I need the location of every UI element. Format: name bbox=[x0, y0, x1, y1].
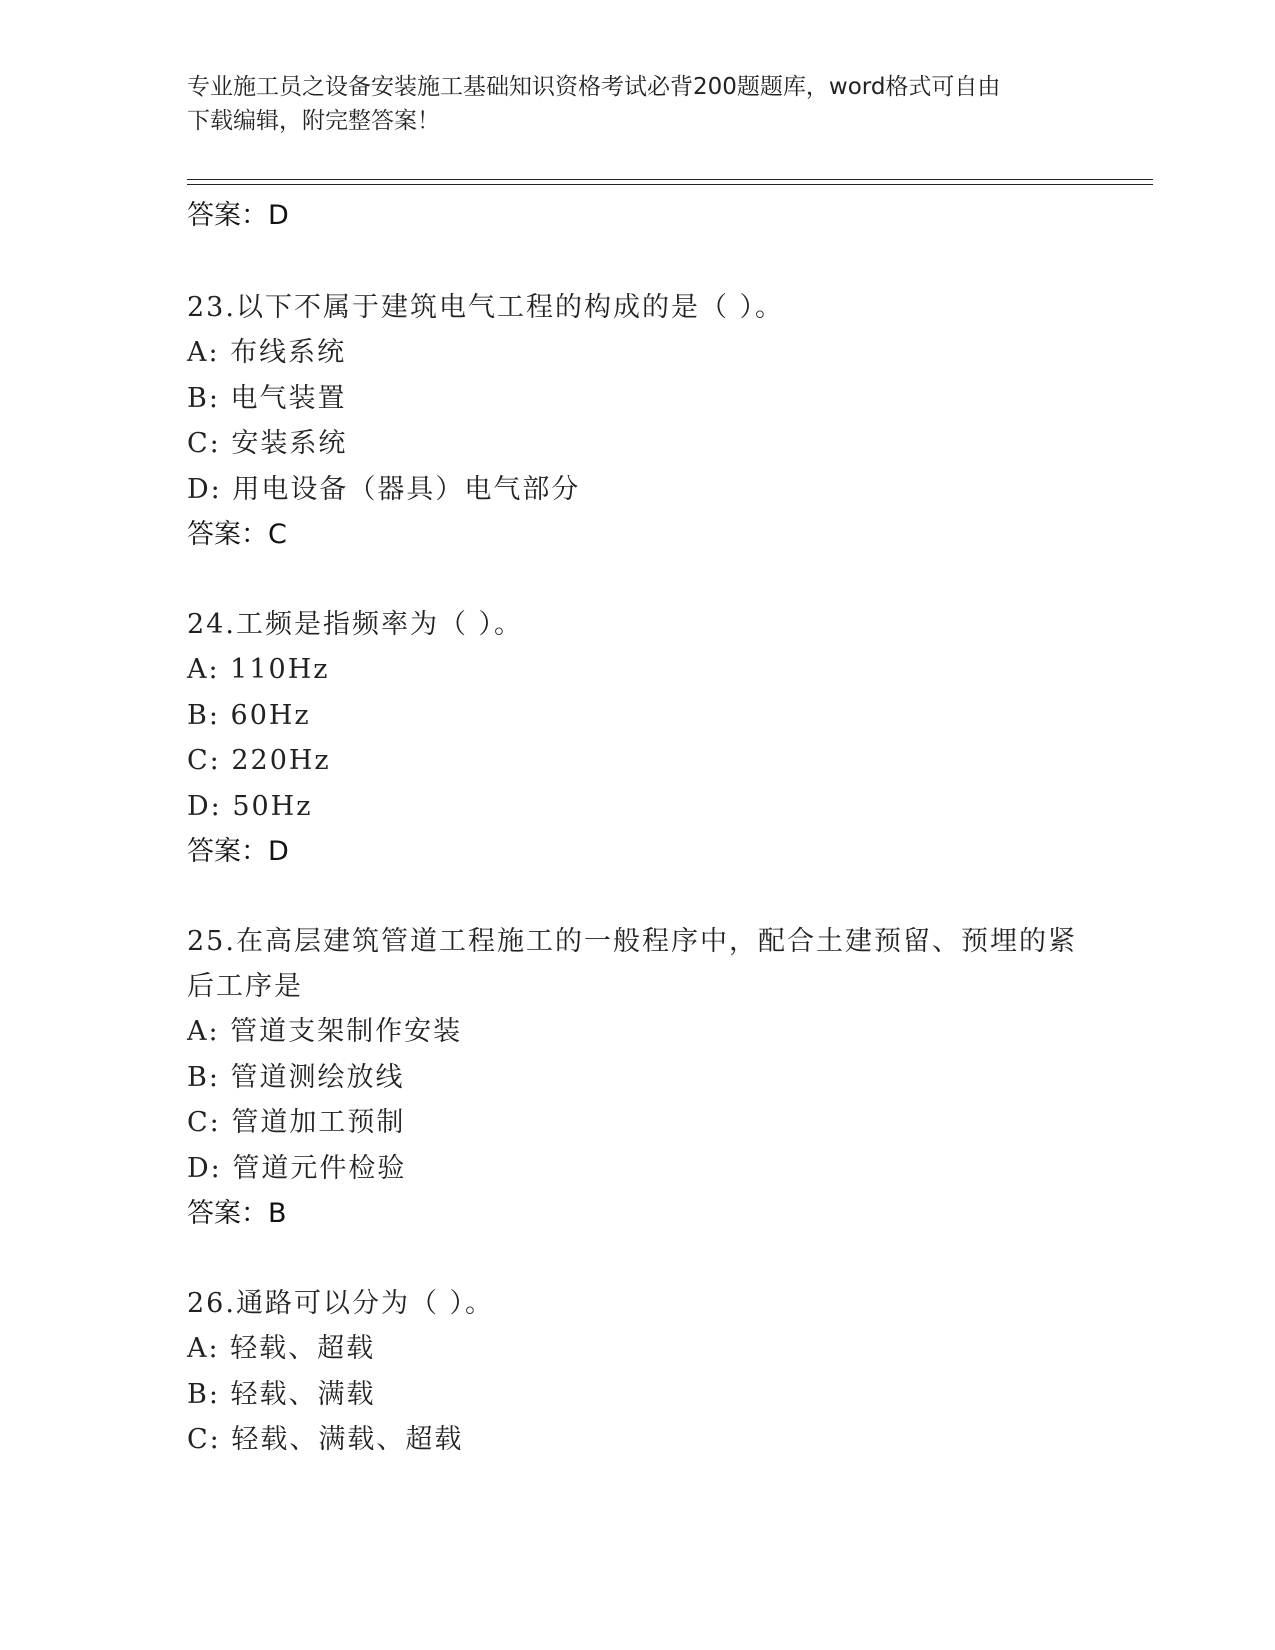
option-b: B: 轻载、满载 bbox=[187, 1378, 376, 1410]
option-a: A: 管道支架制作安装 bbox=[187, 1016, 463, 1047]
header-line-2: 下载编辑，附完整答案！ bbox=[187, 108, 440, 134]
option-d: D: 用电设备（器具）电气部分 bbox=[187, 473, 581, 505]
option-b: B: 60Hz bbox=[187, 699, 311, 731]
option-b: B: 管道测绘放线 bbox=[187, 1061, 405, 1093]
header-divider-bottom bbox=[187, 184, 1153, 185]
header-line-1: 专业施工员之设备安装施工基础知识资格考试必背200题题库，word格式可自由 bbox=[187, 74, 1001, 100]
question-text: 23.以下不属于建筑电气工程的构成的是（ ）。 bbox=[187, 292, 785, 323]
question-block-26 bbox=[187, 1281, 1153, 1463]
question-text: 26.通路可以分为（ ）。 bbox=[187, 1288, 495, 1319]
option-a: A: 布线系统 bbox=[187, 337, 347, 368]
option-c: C: 管道加工预制 bbox=[187, 1107, 406, 1138]
option-c: C: 轻载、满载、超载 bbox=[187, 1424, 464, 1455]
header-divider-top bbox=[187, 179, 1153, 180]
answer-label: 答案：B bbox=[187, 1198, 287, 1229]
option-a: A: 轻载、超载 bbox=[187, 1333, 376, 1364]
question-block-23 bbox=[187, 285, 1153, 557]
question-block-25 bbox=[187, 919, 1153, 1236]
option-d: D: 50Hz bbox=[187, 790, 313, 822]
question-list bbox=[187, 193, 1153, 1463]
answer-label: 答案：D bbox=[187, 200, 289, 231]
option-d: D: 管道元件检验 bbox=[187, 1152, 407, 1184]
question-text-line-1: 25.在高层建筑管道工程施工的一般程序中，配合土建预留、预埋的紧 bbox=[187, 926, 1077, 957]
option-a: A: 110Hz bbox=[187, 654, 330, 685]
question-text: 24.工频是指频率为（ ）。 bbox=[187, 609, 524, 640]
option-c: C: 220Hz bbox=[187, 745, 331, 776]
option-c: C: 安装系统 bbox=[187, 428, 348, 459]
document-header bbox=[187, 70, 1087, 138]
answer-label: 答案：D bbox=[187, 836, 289, 867]
question-block-24 bbox=[187, 602, 1153, 874]
option-b: B: 电气装置 bbox=[187, 382, 347, 414]
question-text-line-2: 后工序是 bbox=[187, 971, 303, 1002]
answer-label: 答案：C bbox=[187, 519, 287, 550]
